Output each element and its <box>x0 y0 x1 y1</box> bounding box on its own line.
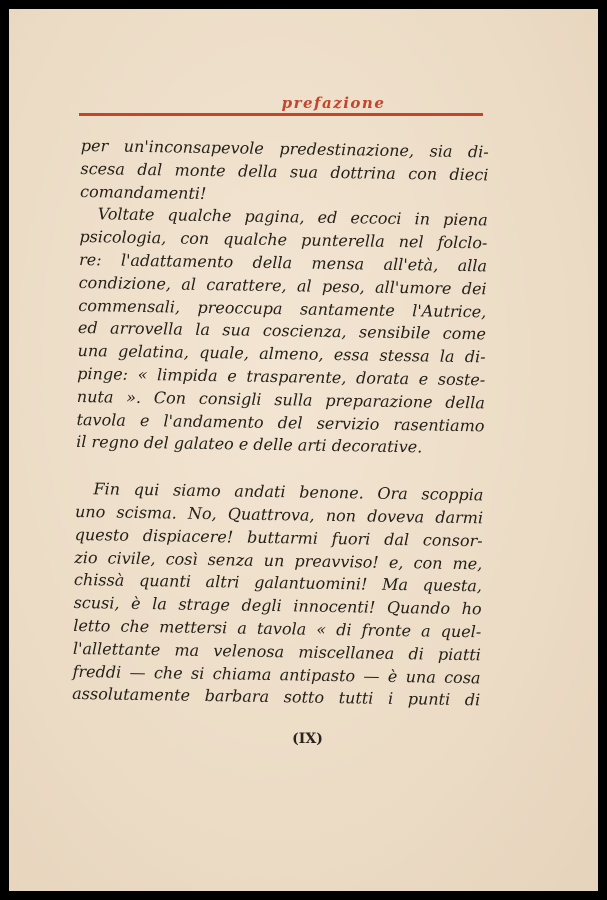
text-line: nuta ». Con consigli sulla preparazione della <box>76 386 485 413</box>
book-page <box>9 9 598 891</box>
text-line: assolutamente barbara sotto tutti i punti di <box>72 684 481 710</box>
text-line: scesa dal monte della sua dottrina con dieci <box>80 158 489 185</box>
text-line: Fin qui siamo andati benone. Ora scoppia <box>93 479 484 505</box>
text-line: commensali, preoccupa santamente l'Autrice, <box>78 295 487 321</box>
text-line: scusi, è la strage degli innocenti! Quando ho <box>73 593 482 619</box>
text-line: l'allettante ma velenosa miscellanea di piatti <box>72 638 482 665</box>
text-line: Voltate qualche pagina, ed eccoci in piena <box>97 204 488 230</box>
text-line: per un'inconsapevole predestinazione, sia di- <box>80 135 489 162</box>
running-header <box>9 93 598 112</box>
text-line: uno scisma. No, Quattrova, non doveva darmi <box>74 501 484 528</box>
header-title: prefazione <box>281 94 386 112</box>
text-line: comandamenti! <box>79 181 207 203</box>
header-rule <box>79 113 483 116</box>
text-line: una gelatina, quale, almeno, essa stessa la di- <box>77 341 486 367</box>
text-line: psicologia, con qualche punterella nel folclo- <box>79 227 488 253</box>
body-text <box>72 135 489 712</box>
text-line: freddi — che si chiama antipasto — è una cosa <box>72 661 481 687</box>
text-line: zio civile, così senza un preavviso! e, con me, <box>74 547 483 573</box>
text-line: letto che mettersi a tavola « di fronte a quel- <box>73 615 482 642</box>
text-line: pinge: « limpida e trasparente, dorata e soste- <box>77 363 486 390</box>
text-line: re: l'adattamento della mensa all'età, alla <box>78 249 488 276</box>
page-number: (IX) <box>292 731 323 747</box>
text-line: il regno del galateo e delle arti decorative. <box>76 432 423 457</box>
text-line: condizione, al carattere, al peso, all'umore dei <box>78 272 487 299</box>
text-line: chissà quanti altri galantuomini! Ma questa, <box>73 570 483 596</box>
text-line: ed arrovella la sua coscienza, sensibile come <box>77 318 487 344</box>
text-line: questo dispiacere! buttarmi fuori dal consor- <box>74 524 483 551</box>
text-line: tavola e l'andamento del servizio rasentiamo <box>76 409 485 435</box>
